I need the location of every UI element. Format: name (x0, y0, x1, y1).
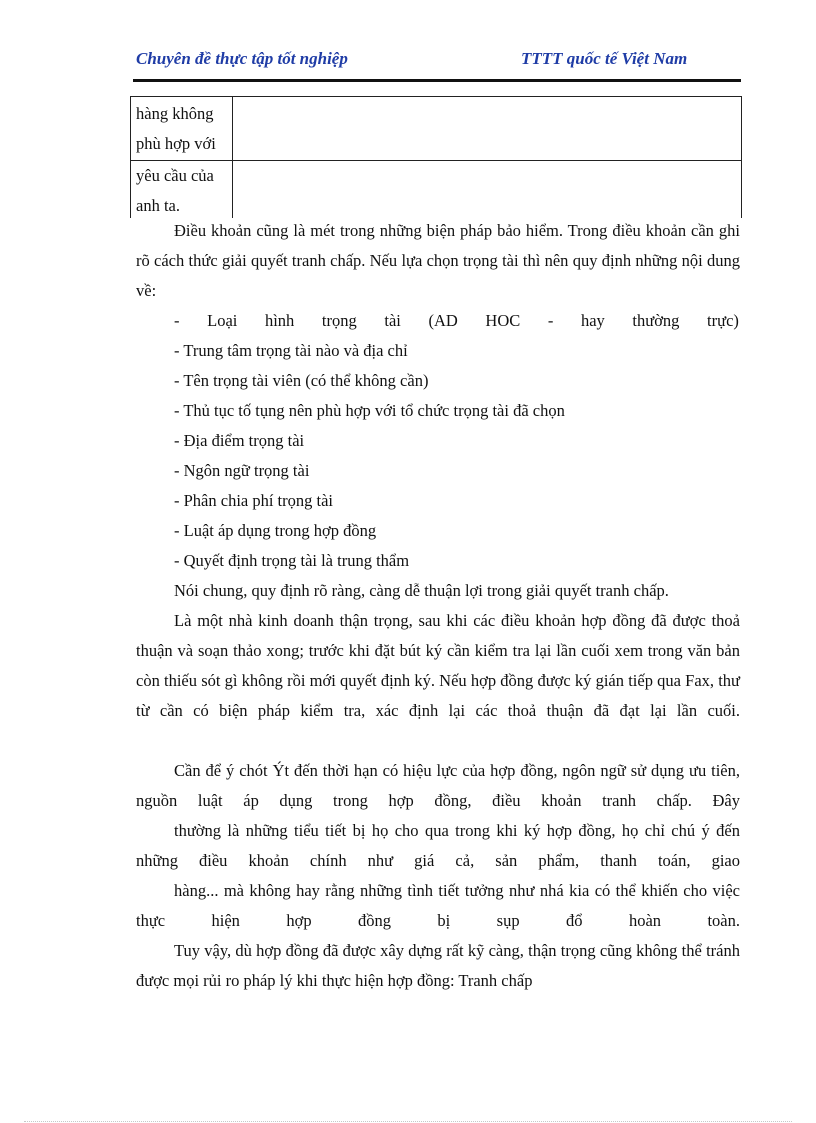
list-item: - Thủ tục tố tụng nên phù hợp với tổ chức trọng tài đã chọn (174, 401, 565, 420)
table-cell: yêu cầu của anh ta. (136, 166, 214, 215)
table-cell: hàng không phù hợp với (136, 104, 216, 153)
paragraph-arbitration-clause: Điều khoản cũng là mét trong những biện pháp bảo hiểm. Trong điều khoản cần ghi rõ cách thức giải quyết tranh chấp. Nếu lựa chọn trọng tài thì nên quy định những nội dung về: (136, 221, 740, 300)
paragraph-summary: Nói chung, quy định rõ ràng, càng dễ thuận lợi trong giải quyết tranh chấp. (174, 581, 669, 600)
paragraph-attention-cont: thường là những tiểu tiết bị họ cho qua trong khi ký hợp đồng, họ chỉ chú ý đến những điều khoản chính như giá cả, sản phẩm, thanh toán, giao (136, 821, 740, 870)
paragraph-final-check: Là một nhà kinh doanh thận trọng, sau khi các điều khoản hợp đồng đã được thoả thuận và soạn thảo xong; trước khi đặt bút ký cần kiểm tra lại lần cuối xem trong văn bản còn thiếu sót gì không rồi mới quyết định ký. Nếu hợp đồng được ký gián tiếp qua Fax, thư từ cần có biện pháp kiểm tra, xác định lại các thoả thuận đã đạt lại lần cuối. (136, 611, 740, 720)
list-item: - Tên trọng tài viên (có thể không cần) (174, 371, 429, 390)
list-item-word: Loại (207, 311, 238, 330)
list-item-word: - (547, 311, 554, 330)
list-item: - Ngôn ngữ trọng tài (174, 461, 310, 480)
table-fragment (130, 96, 742, 218)
list-item-word: hay (580, 311, 605, 330)
footer-divider (24, 1121, 792, 1122)
list-item-word: HOC (485, 311, 521, 330)
paragraph-attention-end: hàng... mà không hay rằng những tình tiết tưởng như nhá kia có thể khiến cho việc thực hiện hợp đồng bị sụp đổ hoàn toàn. (136, 881, 740, 930)
list-item-word: thường (632, 311, 680, 330)
list-item-word: trực) (707, 311, 739, 330)
list-item-word: - (174, 311, 180, 330)
list-item (174, 306, 739, 336)
list-item: - Địa điểm trọng tài (174, 431, 305, 450)
list-item-word: trọng (321, 311, 357, 330)
header-document-title: Chuyên đề thực tập tốt nghiệp (136, 49, 348, 68)
paragraph-attention: Cần để ý chót Ýt đến thời hạn có hiệu lực của hợp đồng, ngôn ngữ sử dụng ưu tiên, nguồn luật áp dụng trong hợp đồng, điều khoản tranh chấp. Đây (136, 761, 740, 810)
header-organization-name: TTTT quốc tế Việt Nam (521, 49, 688, 68)
list-item-word: (AD (428, 311, 458, 330)
list-item-word: hình (264, 311, 295, 330)
list-item-word: tài (384, 311, 401, 330)
list-item: - Trung tâm trọng tài nào và địa chỉ (174, 341, 408, 360)
list-item: - Phân chia phí trọng tài (174, 491, 334, 510)
table-row (130, 159, 742, 218)
paragraph-legal-risk: Tuy vậy, dù hợp đồng đã được xây dựng rất kỹ càng, thận trọng cũng không thể tránh được mọi rủi ro pháp lý khi thực hiện hợp đồng: Tranh chấp (136, 941, 740, 990)
list-item: - Luật áp dụng trong hợp đồng (174, 521, 377, 540)
header-divider (133, 79, 741, 82)
table-row (130, 96, 742, 161)
list-item: - Quyết định trọng tài là trung thẩm (174, 551, 410, 570)
